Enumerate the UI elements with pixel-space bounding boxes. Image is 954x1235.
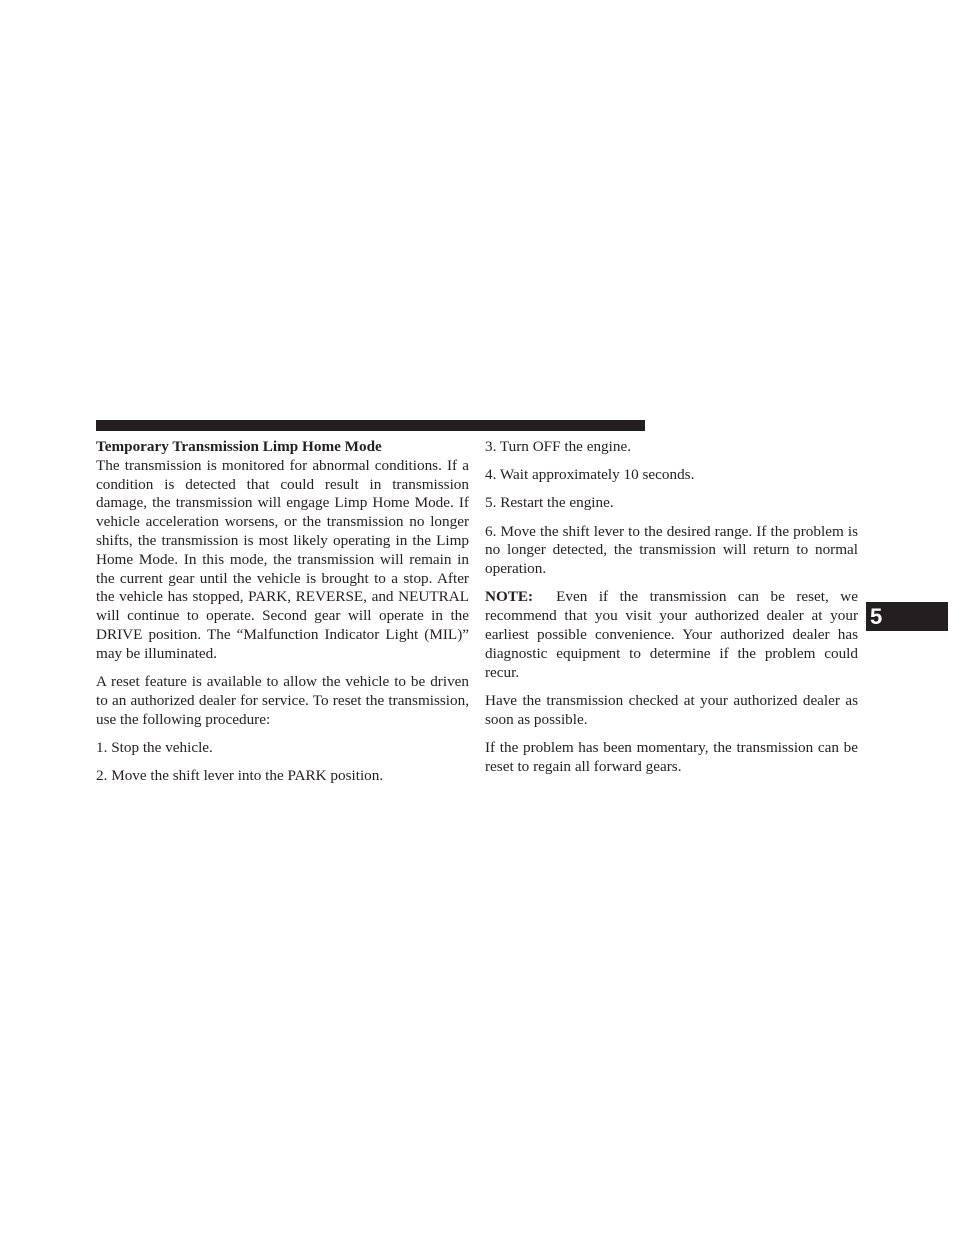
note-paragraph [485, 588, 858, 682]
section-top-rule [96, 420, 645, 431]
step-3: 3. Turn OFF the engine. [485, 438, 631, 455]
step-5: 5. Restart the engine. [485, 494, 614, 512]
step-2: 2. Move the shift lever into the PARK position. [96, 766, 384, 784]
momentary-paragraph: If the problem has been momentary, the transmission can be reset to regain all forward gears. [485, 738, 858, 775]
step-6: 6. Move the shift lever to the desired range. If the problem is no longer detected, the transmission will return to normal operation. [485, 522, 858, 578]
intro-paragraph: The transmission is monitored for abnormal conditions. If a condition is detected that could result in transmission damage, the transmission will engage Limp Home Mode. If vehicle acceleration worsens, or the transmission no longer shifts, the transmission is most likely operating in the Limp Home Mode. In this mode, the transmission will remain in the current gear until the vehicle is brought to a stop. After the vehicle has stopped, PARK, REVERSE, and NEUTRAL will continue to operate. Second gear will operate in the DRIVE position. The “Malfunction Indicator Light (MIL)” may be illuminated. [96, 456, 469, 662]
reset-intro-paragraph: A reset feature is available to allow the vehicle to be driven to an authorized dealer for service. To reset the transmission, use the following procedure: [96, 672, 469, 728]
left-column [96, 438, 469, 786]
chapter-tab [866, 602, 948, 631]
note-text: Even if the transmission can be reset, we recommend that you visit your authorized dealer at your earliest possible convenience. Your authorized dealer has diagnostic equipment to determine if the problem could recur. [485, 588, 859, 681]
step-4: 4. Wait approximately 10 seconds. [485, 466, 695, 484]
check-paragraph: Have the transmission checked at your authorized dealer as soon as possible. [485, 691, 858, 728]
chapter-number: 5 [870, 604, 883, 629]
step-1: 1. Stop the vehicle. [96, 738, 213, 756]
right-column [485, 438, 858, 776]
note-label: NOTE: [485, 588, 534, 606]
section-body-intro [96, 438, 469, 664]
section-heading: Temporary Transmission Limp Home Mode [96, 438, 382, 455]
